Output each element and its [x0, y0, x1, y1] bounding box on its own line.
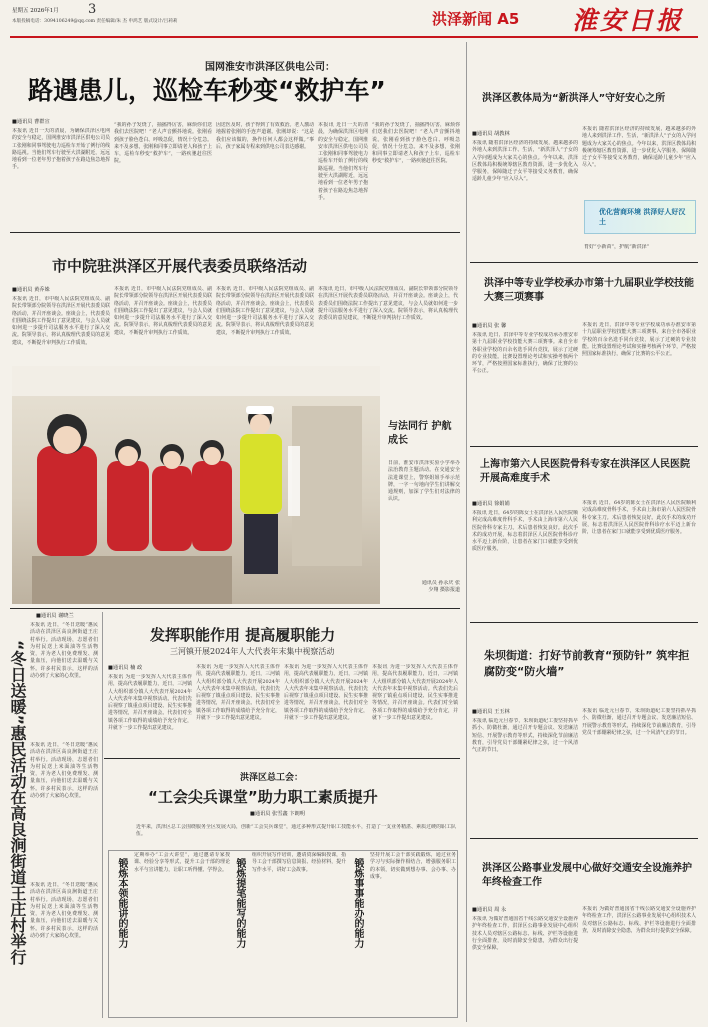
winter-col-2: 本报讯 临近元旦春节，朱坝街道纪工委坚持抓早抓小、防微杜渐，通过召开专题会议、发送廉洁短信、开展警示教育等形式，持续深化节前廉洁教育，引导党员干部绷紧纪律之弦，过一个风清气正的节日。	[582, 708, 696, 736]
lead-col-1: 本报讯 近日一天的清晨，为确保洪泽区电网的安全与稳定，国网淮安市洪泽区供电公司员工张刚和同事驾驶电力巡检车开始了例行的线路巡视。当他们驾车行驶至大洪湖附近，远远地看到一位老年男子抱着孩子在路边焦急地挥手。	[12, 128, 110, 171]
photo-credit: 通讯员 孙永庆 张少翔 摄影报道	[421, 580, 460, 593]
lead-headline: 路遇患儿，巡检车秒变“救护车”	[28, 76, 386, 105]
education-col-2: 本报讯 随着洪泽区经济的持续发展，越来越多的外地人来到洪泽工作、生活，“新洪泽人”子女的入学问题成为大家关心的焦点。今年以来，洪泽区教体局积极统筹辖区教育资源，进一步优化入学服务，保障随迁子女平等接受义务教育，确保适龄儿童少年“应入尽入”。	[582, 126, 696, 169]
education-byline: ■通讯员 胡教林	[472, 131, 510, 137]
union-byline: ■通讯员 张雪鑫 卞朗明	[250, 811, 305, 817]
lead-col-4: 本报讯 近日一天的清晨，为确保洪泽区电网的安全与稳定，国网淮安市洪泽区供电公司员工张刚和同事驾驶电力巡检车开始了例行的线路巡视。当他们驾车行驶至大洪湖附近，远远地看到一位老年男子抱着孩子在路边焦急地挥手。	[318, 122, 368, 201]
liaison-col-4: 本报讯 近日，市中级人民法院党组成员、副院长带领部分院领导在洪泽区开展代表委员联络活动，并召开座谈会。座谈会上，代表委员们围绕法院工作提出了意见建议，与会人员就如何进一步提升司法服务水平进行了深入交流。院领导表示，将认真梳理代表委员的意见建议，不断提升审判执行工作质效。	[318, 286, 458, 322]
npc-col-1: 本报讯 为进一步发挥人大代表主体作用，提高代表履职能力，近日，三河镇人大组织部分镇人大代表开展2024年人大代表年末集中视察活动。代表们先后视察了镇重点项目建设、民生实事推进等情况，并召开座谈会。代表们对全镇各项工作取得的成绩给予充分肯定，并就下一步工作提出意见建议。	[108, 674, 192, 732]
section-title: 洪泽新闻 A5	[432, 10, 520, 28]
rule-liaison	[10, 232, 460, 233]
vocational-col-2: 本报讯 近日，洪泽中等专业学校成功承办淮安市第十九届职业学校技能大赛三项赛事。来自全市各职业学校的百余名选手同台竞技，展示了过硬的专业技能。比赛设置理论考试和实操考核两个环节，严格按照国家标准执行，确保了比赛的公平公正。	[582, 322, 696, 358]
medical-col-2: 本报讯 近日，64岁的陈女士在洪泽区人民医院顺利完成高难度骨科手术，手术由上海市第六人民医院骨科专家主刀。术后患者恢复良好。此次手术的成功开展，标志着洪泽区人民医院骨科诊疗水平迈上新台阶，让患者在家门口就能享受到优质医疗服务。	[582, 500, 696, 536]
education-banner-text: 优化营商环境 洪泽好人好汉土	[599, 208, 686, 226]
photo-caption: 日前，淮安市洪泽实验小学举办法治教育主题活动。在交通安全法进课堂上，警察姐姐手举示范牌，一字一句地向学生们讲解交通规则，加深了学生们对法律的认识。	[388, 460, 460, 503]
traffic-col-1: 本报讯 为做好普通国省干线公路交通安全设施养护年终检查工作，洪泽区公路事业发展中心组织技术人员对辖区公路标志、标线、护栏等设施进行全面排查，及时消除安全隐患，为群众出行提供安全保障。	[472, 916, 578, 952]
lead-col-5: “我的孙子发烧了，抽搐得厉害，麻烦你们送我们去医院吧！”老人声音颤抖地说。张刚看到孩子脸色苍白、呼吸急促，情况十分危急。来不及多想，张刚和同事立即请老人和孩子上车，巡检车秒变“救护车”，一路疾驰赶往医院。	[372, 122, 460, 165]
union-body3: 坚持开展工会干部实践锻炼，通过业务学习与实际操作相结合，增强服务职工的本领，切实做到想办事、会办事、办成事。	[370, 852, 456, 880]
traffic-col-2: 本报讯 为做好普通国省干线公路交通安全设施养护年终检查工作，洪泽区公路事业发展中心组织技术人员对辖区公路标志、标线、护栏等设施进行全面排查，及时消除安全隐患，为群众出行提供安全保障。	[582, 906, 696, 934]
medical-col-1: 本报讯 近日，64岁的陈女士在洪泽区人民医院顺利完成高难度骨科手术，手术由上海市第六人民医院骨科专家主刀。术后患者恢复良好。此次手术的成功开展，标志着洪泽区人民医院骨科诊疗水平迈上新台阶，让患者在家门口就能享受到优质医疗服务。	[472, 510, 578, 553]
education-headline: 洪泽区教体局为“新洪泽人”守好安心之所	[482, 93, 666, 104]
npc-subhead: 三河镇开展2024年人大代表年末集中视察活动	[170, 647, 335, 656]
liaison-headline: 市中院驻洪泽区开展代表委员联络活动	[52, 257, 308, 275]
lead-col-2: “我的孙子发烧了，抽搐得厉害，麻烦你们送我们去医院吧！”老人声音颤抖地说。张刚看到孩子脸色苍白、呼吸急促，情况十分危急。来不及多想，张刚和同事立即请老人和孩子上车，巡检车秒变“救护车”，一路疾驰赶往医院。	[114, 122, 212, 165]
snow-vertical-title: “冬日送暖”惠民活动在高良涧街道王庄村举行	[8, 640, 27, 966]
education-caption: 育好“小新苗”，护航“新洪泽”	[584, 244, 650, 250]
npc-col-4: 本报讯 为进一步发挥人大代表主体作用，提高代表履职能力，近日，三河镇人大组织部分镇人大代表开展2024年人大代表年末集中视察活动。代表们先后视察了镇重点项目建设、民生实事推进等情况，并召开座谈会。代表们对全镇各项工作取得的成绩给予充分肯定，并就下一步工作提出意见建议。	[372, 664, 458, 722]
education-col-1: 本报讯 随着洪泽区经济的持续发展，越来越多的外地人来到洪泽工作、生活，“新洪泽人”子女的入学问题成为大家关心的焦点。今年以来，洪泽区教体局积极统筹辖区教育资源，进一步优化入学服务，保障随迁子女平等接受义务教育，确保适龄儿童少年“应入尽入”。	[472, 140, 578, 183]
snow-divider	[102, 612, 103, 1018]
vocational-byline: ■通讯员 张 馨	[472, 323, 507, 329]
rule-edu	[470, 262, 698, 263]
snow-byline: ■通讯员 谢晓兰	[36, 613, 74, 619]
union-intro: 近年来，洪泽区总工会围绕服务全区发展大局，创新“工会尖兵课堂”，通过多种形式提升职工技能水平，打造了一支业务精湛、素质过硬的职工队伍。	[136, 824, 456, 838]
winter-headline: 朱坝街道：打好节前教育“预防针” 筑牢拒腐防变“防火墙”	[484, 649, 690, 678]
rule-vocational	[470, 446, 698, 447]
traffic-byline: ■通讯员 周 永	[472, 907, 507, 913]
winter-byline: ■通讯员 王玉林	[472, 709, 510, 715]
union-body2: 组织开展写作培训，邀请资深编辑授课，指导工会干部撰写信息简报、经验材料，提升写作水平，讲好工会故事。	[252, 852, 346, 873]
photo-caption-title: 与法同行 护航成长	[388, 421, 452, 446]
npc-col-3: 本报讯 为进一步发挥人大代表主体作用，提高代表履职能力，近日，三河镇人大组织部分镇人大代表开展2024年人大代表年末集中视察活动。代表们先后视察了镇重点项目建设、民生实事推进等情况，并召开座谈会。代表们对全镇各项工作取得的成绩给予充分肯定，并就下一步工作提出意见建议。	[284, 664, 368, 722]
winter-col-1: 本报讯 临近元旦春节，朱坝街道纪工委坚持抓早抓小、防微杜渐，通过召开专题会议、发送廉洁短信、开展警示教育等形式，持续深化节前廉洁教育，引导党员干部绷紧纪律之弦，过一个风清气正的节日。	[472, 718, 578, 754]
npc-byline: ■通讯员 楠 政	[108, 665, 143, 671]
snow-col-2: 本报讯 近日，“冬日送暖”惠民活动在洪泽区高良涧街道王庄村举行。活动现场，志愿者们为村民送上米面油等生活物资，并为老人们免费理发、测量血压，向他们送去温暖与关怀。许多村民表示，这样的活动办到了大家的心坎里。	[30, 742, 98, 800]
class-photo	[12, 366, 380, 604]
rule-winter	[470, 838, 698, 839]
medical-byline: ■通讯员 徐娟娟	[472, 501, 510, 507]
liaison-col-3: 本报讯 近日，市中级人民法院党组成员、副院长带领部分院领导在洪泽区开展代表委员联络活动，并召开座谈会。座谈会上，代表委员们围绕法院工作提出了意见建议，与会人员就如何进一步提升司法服务水平进行了深入交流。院领导表示，将认真梳理代表委员的意见建议，不断提升审判执行工作质效。	[216, 286, 314, 336]
union-sub1: 锻炼本领能讲的能力	[116, 858, 127, 948]
traffic-headline: 洪泽区公路事业发展中心做好交通安全设施养护年终检查工作	[482, 863, 692, 888]
masthead-date: 星期五 2026年1月	[12, 8, 59, 14]
liaison-col-1: 本报讯 近日，市中级人民法院党组成员、副院长带领部分院领导在洪泽区开展代表委员联络活动，并召开座谈会。座谈会上，代表委员们围绕法院工作提出了意见建议，与会人员就如何进一步提升司法服务水平进行了深入交流。院领导表示，将认真梳理代表委员的意见建议，不断提升审判执行工作质效。	[12, 296, 110, 346]
vocational-col-1: 本报讯 近日，洪泽中等专业学校成功承办淮安市第十九届职业学校技能大赛三项赛事。来自全市各职业学校的百余名选手同台竞技，展示了过硬的专业技能。比赛设置理论考试和实操考核两个环节，严格按照国家标准执行，确保了比赛的公平公正。	[472, 332, 578, 375]
education-banner	[584, 200, 696, 234]
editor-line: 本版投稿电话：3094106249@qq.com 责任编辑/朱 杰 申鸿艺 版式设计/吕莉莉	[12, 19, 178, 24]
union-kicker: 洪泽区总工会：	[240, 773, 304, 783]
medical-headline: 上海市第六人民医院骨科专家在洪泽区人民医院开展高难度手术	[480, 459, 690, 484]
npc-col-2: 本报讯 为进一步发挥人大代表主体作用，提高代表履职能力，近日，三河镇人大组织部分镇人大代表开展2024年人大代表年末集中视察活动。代表们先后视察了镇重点项目建设、民生实事推进等情况，并召开座谈会。代表们对全镇各项工作取得的成绩给予充分肯定，并就下一步工作提出意见建议。	[196, 664, 280, 722]
lead-kicker: 国网淮安市洪泽区供电公司：	[205, 62, 335, 73]
vocational-headline: 洪泽中等专业学校承办市第十九届职业学校技能大赛三项赛事	[484, 278, 694, 303]
column-divider	[466, 42, 467, 1022]
masthead-rule	[10, 36, 698, 38]
union-body1: 定期举办“工会大讲堂”，通过邀请专家授课、经验分享等形式，提升工会干部的理论水平与宣讲能力，让职工听得懂、学得会。	[134, 852, 230, 873]
page-number: 3	[88, 2, 97, 17]
npc-headline: 发挥职能作用 提高履职能力	[150, 626, 336, 644]
union-headline: “工会尖兵课堂”助力职工素质提升	[148, 788, 378, 806]
union-sub3: 锻炼事事能办的能力	[352, 858, 363, 948]
rule-medical	[470, 622, 698, 623]
liaison-byline: ■通讯员 黄乔姝	[12, 287, 50, 293]
liaison-col-2: 本报讯 近日，市中级人民法院党组成员、副院长带领部分院领导在洪泽区开展代表委员联络活动，并召开座谈会。座谈会上，代表委员们围绕法院工作提出了意见建议，与会人员就如何进一步提升司法服务水平进行了深入交流。院领导表示，将认真梳理代表委员的意见建议，不断提升审判执行工作质效。	[114, 286, 212, 336]
snow-col-3: 本报讯 近日，“冬日送暖”惠民活动在洪泽区高良涧街道王庄村举行。活动现场，志愿者们为村民送上米面油等生活物资，并为老人们免费理发、测量血压，向他们送去温暖与关怀。许多村民表示，这样的活动办到了大家的心坎里。	[30, 882, 98, 940]
paper-name: 淮安日报	[572, 6, 685, 35]
rule-union	[104, 758, 460, 759]
photo-scene	[12, 366, 380, 604]
snow-col-1: 本报讯 近日，“冬日送暖”惠民活动在洪泽区高良涧街道王庄村举行。活动现场，志愿者们为村民送上米面油等生活物资，并为老人们免费理发、测量血压，向他们送去温暖与关怀。许多村民表示，这样的活动办到了大家的心坎里。	[30, 622, 98, 680]
lead-col-3: 因送医及时，孩子得到了有效救治。老人激动地握着张刚的手连声道谢。张刚却说：“这是我们应该做的，换作任何人都会这样做。”事后，孩子家属专程来到供电公司表达感谢。	[216, 122, 314, 150]
lead-byline: ■通讯员 曹群宣	[12, 119, 50, 125]
rule-snow	[10, 608, 460, 609]
union-sub2: 锻炼提笔能写的能力	[234, 858, 245, 948]
masthead	[0, 0, 708, 38]
